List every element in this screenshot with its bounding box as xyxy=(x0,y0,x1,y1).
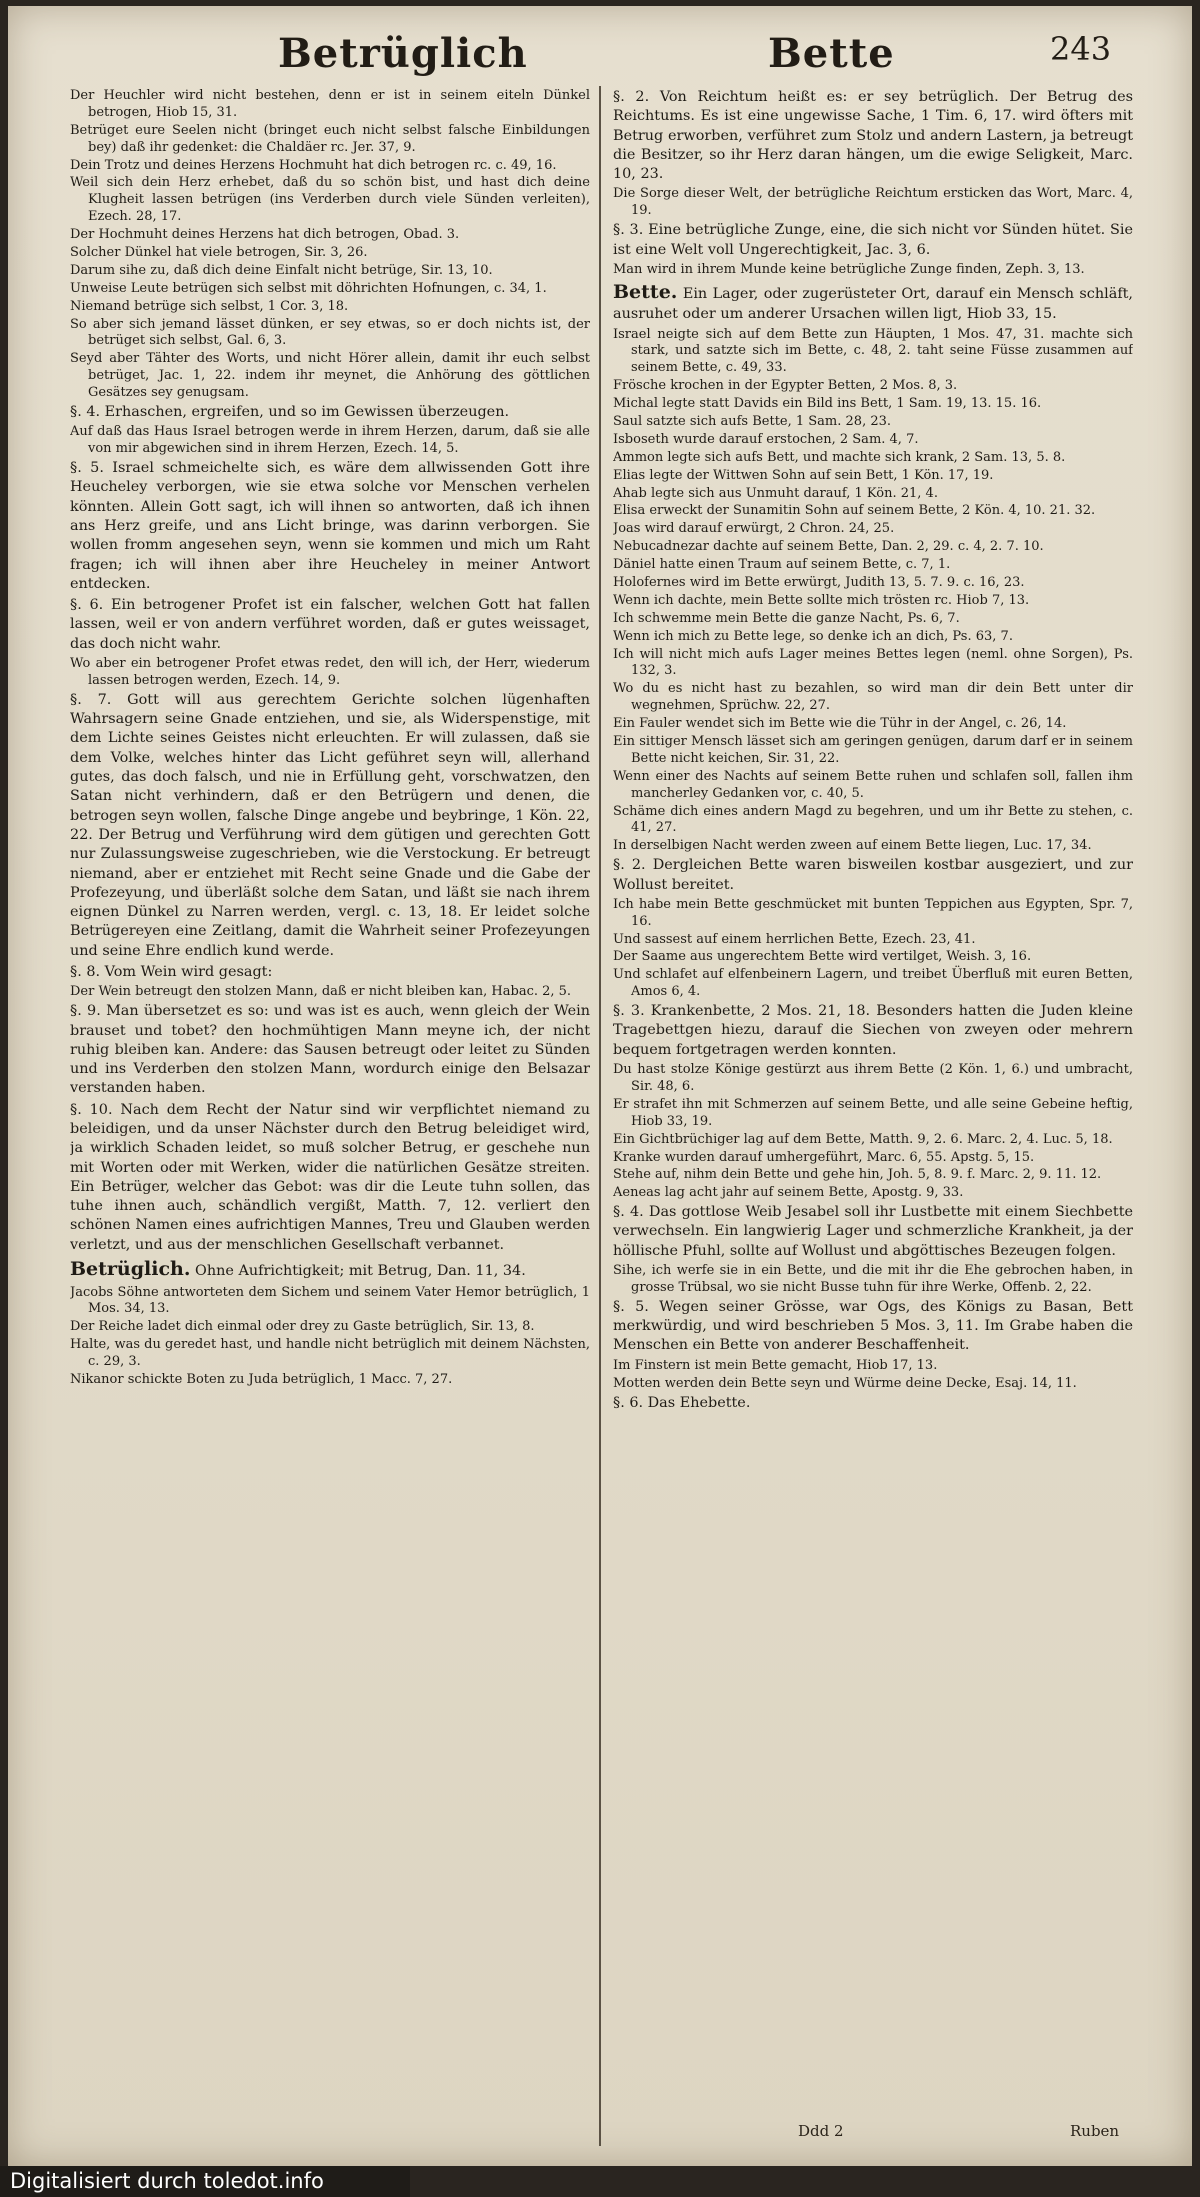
citation-line: Däniel hatte einen Traum auf seinem Bette, c. 7, 1. xyxy=(613,557,951,573)
citation-line: Wo aber ein betrogener Profet etwas redet, den will ich, der Herr, wiederum lassen betrogen werden, Ezech. 14, 9. xyxy=(70,656,590,688)
citation-line: Elisa erweckt der Sunamitin Sohn auf seinem Bette, 2 Kön. 4, 10. 21. 32. xyxy=(613,503,1096,519)
citation-line: Seyd aber Tähter des Worts, und nicht Hörer allein, damit ihr euch selbst betrüget, Jac. 1, 22. indem ihr meynet, die Anhörung des göttlichen Gesätzes sey genugsam. xyxy=(70,351,590,401)
digitization-banner: Digitalisiert durch toledot.info xyxy=(0,2166,410,2197)
paragraph: §. 8. Vom Wein wird gesagt: xyxy=(70,964,273,981)
citation-line: Weil sich dein Herz erhebet, daß du so schön bist, und hast dich deine Klugheit lassen betrügen (ins Verderben durch viele Sünden verleiten), Ezech. 28, 17. xyxy=(70,175,590,225)
paragraph: §. 9. Man übersetzet es so: und was ist es auch, wenn gleich der Wein brauset und tobet? den hochmühtigen Mann meyne ich, der nicht ruhig bleiben kan. Andere: das Sausen betreugt oder leitet zu Sünden und ins Verderben den stolzen Mann, wordurch einige den Belsazar verstanden haben. xyxy=(70,1003,590,1097)
lemma-definition: Ohne Aufrichtigkeit; mit Betrug, Dan. 11, 34. xyxy=(195,1263,526,1280)
citation-line: Kranke wurden darauf umhergeführt, Marc. 6, 55. Apstg. 5, 15. xyxy=(613,1149,1035,1165)
citation-line: Du hast stolze Könige gestürzt aus ihrem Bette (2 Kön. 1, 6.) und umbracht, Sir. 48, 6. xyxy=(613,1062,1133,1094)
citation-line: Unweise Leute betrügen sich selbst mit döhrichten Hofnungen, c. 34, 1. xyxy=(70,280,547,296)
citation-line: Elias legte der Wittwen Sohn auf sein Bett, 1 Kön. 17, 19. xyxy=(613,467,994,483)
citation-line: Niemand betrüge sich selbst, 1 Cor. 3, 18. xyxy=(70,298,349,314)
citation-line: Wo du es nicht hast zu bezahlen, so wird man dir dein Bett unter dir wegnehmen, Sprüchw. 22, 27. xyxy=(613,681,1133,714)
citation-line: Dein Trotz und deines Herzens Hochmuht hat dich betrogen rc. c. 49, 16. xyxy=(70,157,557,173)
citation-line: Nebucadnezar dachte auf seinem Bette, Dan. 2, 29. c. 4, 2. 7. 10. xyxy=(613,539,1044,555)
citation-line: Stehe auf, nihm dein Bette und gehe hin, Joh. 5, 8. 9. f. Marc. 2, 9. 11. 12. xyxy=(613,1167,1102,1183)
lemma-entry xyxy=(613,280,1133,325)
citation-line: Frösche krochen in der Egypter Betten, 2 Mos. 8, 3. xyxy=(613,378,958,394)
citation-line: Halte, was du geredet hast, und handle nicht betrüglich mit deinem Nächsten, c. 29, 3. xyxy=(70,1337,590,1370)
citation-line: Der Wein betreugt den stolzen Mann, daß er nicht bleiben kan, Habac. 2, 5. xyxy=(70,984,572,1000)
citation-line: Wenn ich mich zu Bette lege, so denke ich an dich, Ps. 63, 7. xyxy=(613,628,1013,644)
paragraph: §. 5. Wegen seiner Grösse, war Ogs, des Königs zu Basan, Bett merkwürdig, und wird beschrieben 5 Mos. 3, 11. Im Grabe haben die Menschen ein Bette von anderer Beschaffenheit. xyxy=(613,1298,1133,1354)
citation-line: So aber sich jemand lässet dünken, er sey etwas, so er doch nichts ist, der betrüget sich selbst, Gal. 6, 3. xyxy=(70,316,590,349)
paragraph: §. 10. Nach dem Recht der Natur sind wir verpflichtet niemand zu beleidigen, und da unser Nächster durch den Betrug beleidiget wird, ja wirklich Schaden leidet, so muß solcher Betrug, er geschehe nun mit Worten oder mit Werken, wider die natürlichen Gesätze streiten. Ein Betrüger, welcher das Gebot: was dir die Leute tuhn sollen, das tuhe ihnen auch, schändlich vergißt, Matth. 7, 12. verliert den schönen Namen eines aufrichtigen Mannes, Treu und Glauben werden verletzt, und aus der menschlichen Gesellschaft verbannet. xyxy=(70,1101,590,1253)
paragraph: §. 2. Dergleichen Bette waren bisweilen kostbar ausgeziert, und zur Wollust bereitet. xyxy=(613,857,1133,893)
citation-line: Israel neigte sich auf dem Bette zun Häupten, 1 Mos. 47, 31. machte sich stark, und satzte sich im Bette, c. 48, 2. taht seine Füsse zusammen auf seinem Bette, c. 49, 33. xyxy=(613,326,1133,376)
citation-line: Auf daß das Haus Israel betrogen werde in ihrem Herzen, darum, daß sie alle von mir abgewichen sind in ihrem Herzen, Ezech. 14, 5. xyxy=(70,424,590,457)
lemma-headword: Betrüglich. xyxy=(70,1258,191,1281)
citation-line: Ich will nicht mich aufs Lager meines Bettes legen (neml. ohne Sorgen), Ps. 132, 3. xyxy=(613,646,1133,679)
citation-line: Darum sihe zu, daß dich deine Einfalt nicht betrüge, Sir. 13, 10. xyxy=(70,262,493,278)
citation-line: Ich habe mein Bette geschmücket mit bunten Teppichen aus Egypten, Spr. 7, 16. xyxy=(613,896,1133,929)
page-number: 243 xyxy=(1050,30,1112,68)
citation-line: Der Saame aus ungerechtem Bette wird vertilget, Weish. 3, 16. xyxy=(613,949,1032,965)
paragraph: §. 3. Krankenbette, 2 Mos. 21, 18. Besonders hatten die Juden kleine Tragebettgen hiezu, darauf die Siechen von zweyen oder mehrern bequem fortgetragen werden konnten. xyxy=(613,1003,1133,1058)
paragraph: §. 4. Das gottlose Weib Jesabel soll ihr Lustbette mit einem Siechbette verwechseln. Ein langwierig Lager und schmerzliche Krankheit, ja der höllische Pfuhl, sollte auf Wollust und abgöttisches Bezeugen folgen. xyxy=(613,1204,1133,1259)
citation-line: Der Reiche ladet dich einmal oder drey zu Gaste betrüglich, Sir. 13, 8. xyxy=(70,1319,535,1335)
citation-line: Nikanor schickte Boten zu Juda betrüglich, 1 Macc. 7, 27. xyxy=(70,1371,453,1387)
citation-line: Der Hochmuht deines Herzens hat dich betrogen, Obad. 3. xyxy=(70,227,460,243)
citation-line: Ich schwemme mein Bette die ganze Nacht, Ps. 6, 7. xyxy=(613,610,960,626)
paragraph: §. 7. Gott will aus gerechtem Gerichte solchen lügenhaften Wahrsagern seine Gnade entziehen, und sie, als Widerspenstige, mit dem Lichte seines Geistes nicht erleuchten. Er will zulassen, daß sie dem Volke, welches hinter das Licht geführet seyn will, allerhand gutes, das doch falsch, und nie in Erfüllung geht, vorschwatzen, den Satan nicht verhindern, daß er den Betrügern und denen, die betrogen seyn wollen, falsche Dinge angebe und beybringe, 1 Kön. 22, 22. Der Betrug und Verführung wird dem gütigen und gerechten Gott nur Zulassungsweise zugeschrieben, wie die Verstockung. Er betreugt niemand, aber er entziehet mit Recht seine Gnade und die Gabe der Profezeyung, und überläßt solche dem Satan, und läßt sie nach ihrem eignen Dünkel zu Narren werden, vergl. c. 13, 18. Er leidet solche Betrügereyen eine Zeitlang, damit die Wahrheit seiner Profezeyungen und seine Ehre endlich kund werde. xyxy=(70,691,590,959)
citation-line: Wenn ich dachte, mein Bette sollte mich trösten rc. Hiob 7, 13. xyxy=(613,592,1030,608)
paragraph: §. 6. Ein betrogener Profet ist ein falscher, welchen Gott hat fallen lassen, weil er von andern verführet worden, daß er gutes weissaget, das doch nicht wahr. xyxy=(70,597,590,652)
citation-line: Holofernes wird im Bette erwürgt, Judith 13, 5. 7. 9. c. 16, 23. xyxy=(613,574,1025,590)
citation-line: Sihe, ich werfe sie in ein Bette, und die mit ihr die Ehe gebrochen haben, in grosse Trübsal, wo sie nicht Busse tuhn für ihre Werke, Offenb. 2, 22. xyxy=(613,1263,1133,1295)
citation-line: Saul satzte sich aufs Bette, 1 Sam. 28, 23. xyxy=(613,413,892,429)
citation-line: In derselbigen Nacht werden zween auf einem Bette liegen, Luc. 17, 34. xyxy=(613,838,1092,854)
running-head-left: Betrüglich xyxy=(278,30,528,77)
citation-line: Der Heuchler wird nicht bestehen, denn er ist in seinem eiteln Dünkel betrogen, Hiob 15, 31. xyxy=(70,88,590,120)
catchword: Ruben xyxy=(1070,2122,1120,2140)
paragraph: §. 3. Eine betrügliche Zunge, eine, die sich nicht vor Sünden hütet. Sie ist eine Welt voll Ungerechtigkeit, Jac. 3, 6. xyxy=(613,222,1133,258)
citation-line: Aeneas lag acht jahr auf seinem Bette, Apostg. 9, 33. xyxy=(613,1185,964,1201)
citation-line: Isboseth wurde darauf erstochen, 2 Sam. 4, 7. xyxy=(613,431,919,447)
citation-line: Ahab legte sich aus Unmuht darauf, 1 Kön. 21, 4. xyxy=(613,485,938,501)
citation-line: Schäme dich eines andern Magd zu begehren, und um ihr Bette zu stehen, c. 41, 27. xyxy=(613,803,1133,836)
citation-line: Und schlafet auf elfenbeinern Lagern, und treibet Überfluß mit euren Betten, Amos 6, 4. xyxy=(613,967,1133,1000)
citation-line: Motten werden dein Bette seyn und Würme deine Decke, Esaj. 14, 11. xyxy=(613,1375,1077,1391)
paragraph: §. 5. Israel schmeichelte sich, es wäre dem allwissenden Gott ihre Heucheley verborgen, wie sie etwa solche vor Menschen verhelen könnten. Allein Gott sagt, ich will ihnen so antworten, daß ich ihnen ans Herz greife, und ans Licht bringe, was darinn verborgen. Sie wollen fromm angesehen seyn, wenn sie kommen und mich um Raht fragen; ich will ihnen aber ihre Heucheley in meiner Antwort entdecken. xyxy=(70,460,590,592)
citation-line: Jacobs Söhne antworteten dem Sichem und seinem Vater Hemor betrüglich, 1 Mos. 34, 13. xyxy=(70,1284,590,1317)
citation-line: Ein Gichtbrüchiger lag auf dem Bette, Matth. 9, 2. 6. Marc. 2, 4. Luc. 5, 18. xyxy=(613,1131,1113,1147)
book-page xyxy=(8,6,1192,2166)
lemma-headword: Bette. xyxy=(613,280,678,303)
citation-line: Michal legte statt Davids ein Bild ins Bett, 1 Sam. 19, 13. 15. 16. xyxy=(613,396,1042,412)
column-divider xyxy=(599,86,601,2146)
citation-line: Betrüget eure Seelen nicht (bringet euch nicht selbst falsche Einbildungen bey) daß ihr gedenket: die Chaldäer rc. Jer. 37, 9. xyxy=(70,122,590,155)
lemma-definition: Ein Lager, oder zugerüsteter Ort, darauf ein Mensch schläft, ausruhet oder um anderer Ursachen willen ligt, Hiob 33, 15. xyxy=(613,285,1133,323)
signature-mark: Ddd 2 xyxy=(798,2122,844,2140)
left-column xyxy=(70,88,590,2098)
citation-line: Er strafet ihn mit Schmerzen auf seinem Bette, und alle seine Gebeine heftig, Hiob 33, 19. xyxy=(613,1096,1133,1129)
citation-line: Im Finstern ist mein Bette gemacht, Hiob 17, 13. xyxy=(613,1357,938,1373)
citation-line: Solcher Dünkel hat viele betrogen, Sir. 3, 26. xyxy=(70,245,368,261)
citation-line: Und sassest auf einem herrlichen Bette, Ezech. 23, 41. xyxy=(613,931,976,947)
citation-line: Ein sittiger Mensch lässet sich am geringen genügen, darum darf er in seinem Bette nicht keichen, Sir. 31, 22. xyxy=(613,733,1133,766)
citation-line: Ammon legte sich aufs Bett, und machte sich krank, 2 Sam. 13, 5. 8. xyxy=(613,449,1066,465)
paragraph: §. 2. Von Reichtum heißt es: er sey betrüglich. Der Betrug des Reichtums. Es ist eine ungewisse Sache, 1 Tim. 6, 17. wird öfters mit Betrug erworben, verführet zum Stolz und andern Lastern, ja betreugt die Besitzer, so ihr Herz daran hängen, um die ewige Seligkeit, Marc. 10, 23. xyxy=(613,89,1133,183)
citation-line: Joas wird darauf erwürgt, 2 Chron. 24, 25. xyxy=(613,521,895,537)
lemma-entry xyxy=(70,1257,590,1282)
right-column xyxy=(613,88,1133,2098)
paragraph: §. 4. Erhaschen, ergreifen, und so im Gewissen überzeugen. xyxy=(70,404,510,421)
citation-line: Die Sorge dieser Welt, der betrügliche Reichtum ersticken das Wort, Marc. 4, 19. xyxy=(613,186,1133,219)
citation-line: Wenn einer des Nachts auf seinem Bette ruhen und schlafen soll, fallen ihm mancherley Gedanken vor, c. 40, 5. xyxy=(613,768,1133,801)
citation-line: Man wird in ihrem Munde keine betrügliche Zunge finden, Zeph. 3, 13. xyxy=(613,261,1085,277)
running-head-right: Bette xyxy=(768,30,895,77)
paragraph: §. 6. Das Ehebette. xyxy=(613,1394,751,1411)
citation-line: Ein Fauler wendet sich im Bette wie die Tühr in der Angel, c. 26, 14. xyxy=(613,716,1067,732)
